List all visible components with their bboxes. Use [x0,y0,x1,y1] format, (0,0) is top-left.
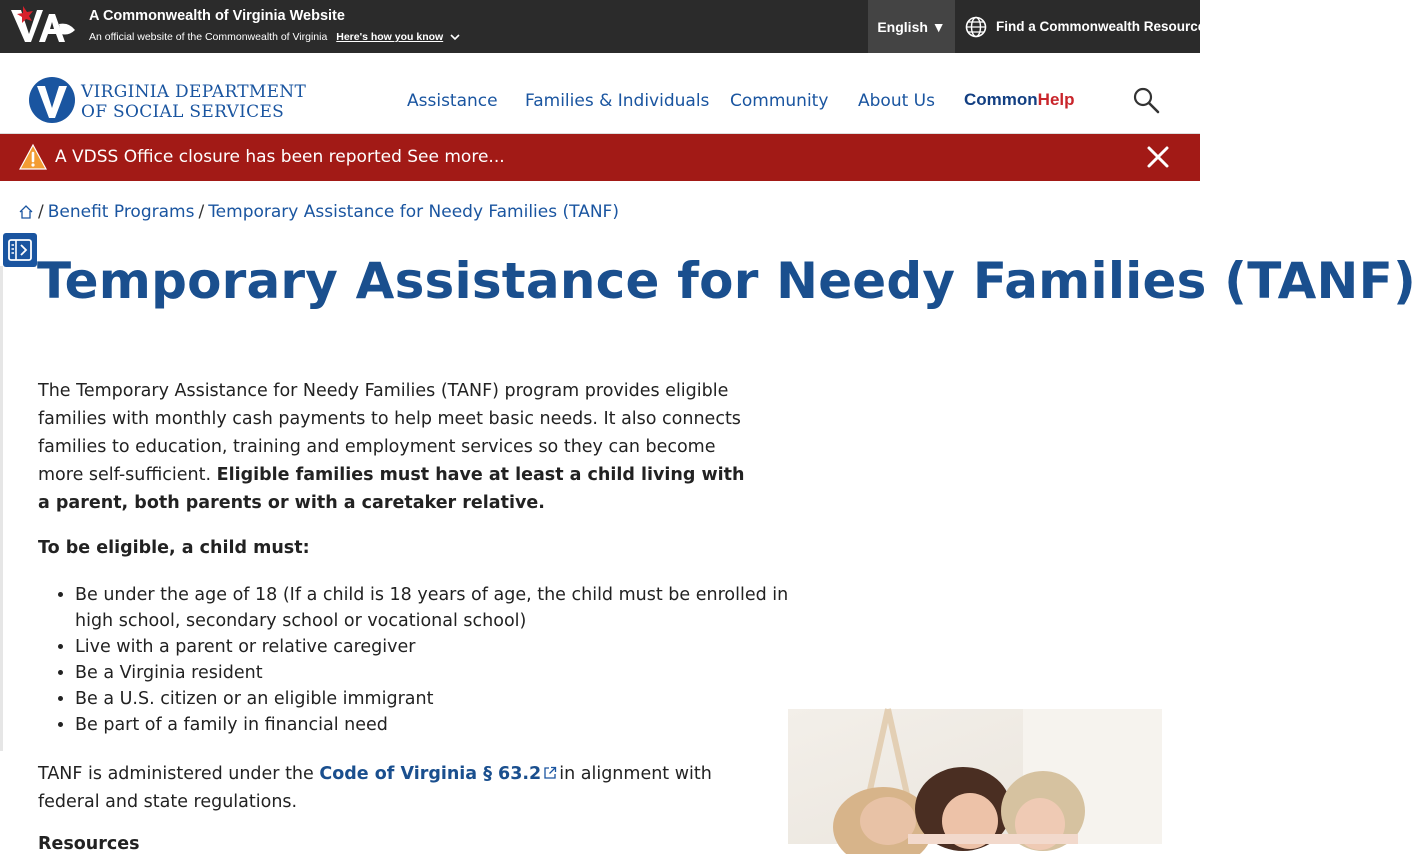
list-item: • Be a Virginia resident [75,660,795,686]
list-item: • Be under the age of 18 (If a child is 18 years of age, the child must be enrolled in high school, secondary school or vocational school) [75,582,795,634]
official-website-text: An official website of the Commonwealth of Virginia [89,31,328,43]
vdss-logo-icon[interactable] [28,76,76,124]
nav-about-us[interactable]: About Us [858,91,935,111]
sidebar-toggle-icon [3,233,37,267]
commonwealth-subtitle [89,31,460,43]
commonhelp-link[interactable] [964,90,1075,110]
breadcrumb-benefit-programs[interactable]: Benefit Programs [47,202,195,222]
virginia-logo-icon[interactable] [9,4,77,44]
breadcrumb [18,202,619,222]
chevron-down-icon[interactable] [450,32,460,42]
vdss-name-line1: VIRGINIA DEPARTMENT [81,82,307,102]
code-of-virginia-link[interactable]: Code of Virginia § 63.2 [319,764,542,784]
external-link-icon[interactable] [543,766,557,780]
nav-families-individuals[interactable]: Families & Individuals [525,91,710,111]
sidebar-toggle-button[interactable] [3,233,37,267]
sidebar-rail [0,266,3,751]
home-icon[interactable] [18,204,34,220]
close-icon[interactable] [1146,145,1170,169]
page-title: Temporary Assistance for Needy Families (TANF) [37,252,1416,310]
alert-banner [0,134,1200,181]
breadcrumb-separator: / [198,202,205,222]
family-photo [788,709,1162,844]
warning-icon [19,144,47,170]
resources-heading: Resources [38,834,140,854]
list-item: • Be part of a family in financial need [75,712,795,738]
admin-text-before: TANF is administered under the [38,764,314,784]
site-header [0,53,1200,134]
intro-paragraph [38,377,758,517]
commonhelp-text-a: Common [964,90,1038,109]
alert-message[interactable]: A VDSS Office closure has been reported See more... [55,147,505,167]
commonhelp-text-b: Help [1037,90,1075,109]
vdss-name[interactable] [81,82,306,122]
language-label: English ▼ [877,18,946,35]
administration-paragraph [38,760,758,816]
list-item: • Be a U.S. citizen or an eligible immigrant [75,686,795,712]
eligibility-list [38,582,795,738]
globe-icon [964,15,988,39]
vdss-name-line2: OF SOCIAL SERVICES [81,102,285,122]
commonwealth-bar [0,0,1206,53]
find-resource-label: Find a Commonwealth Resource [996,19,1206,34]
nav-assistance[interactable]: Assistance [407,91,498,111]
nav-community[interactable]: Community [730,91,829,111]
admin-text-after: in alignment with federal and state regulations. [38,764,712,812]
commonwealth-title: A Commonwealth of Virginia Website [89,8,345,24]
search-icon[interactable] [1132,86,1160,114]
list-item: • Live with a parent or relative caregiver [75,634,795,660]
intro-bold-text: Eligible families must have at least a child living with a parent, both parents or with a caretaker relative. [38,465,745,513]
eligibility-heading: To be eligible, a child must: [38,538,310,558]
breadcrumb-tanf[interactable]: Temporary Assistance for Needy Families (TANF) [208,202,619,222]
intro-section [38,377,758,517]
language-selector[interactable] [868,0,955,53]
intro-text: The Temporary Assistance for Needy Families (TANF) program provides eligible families with monthly cash payments to help meet basic needs. It also connects families to education, training and employment services so they can become more self-sufficient. [38,381,741,485]
find-resource-button[interactable] [964,0,1205,53]
breadcrumb-separator: / [38,202,44,222]
how-you-know-link[interactable]: Here's how you know [336,31,444,43]
